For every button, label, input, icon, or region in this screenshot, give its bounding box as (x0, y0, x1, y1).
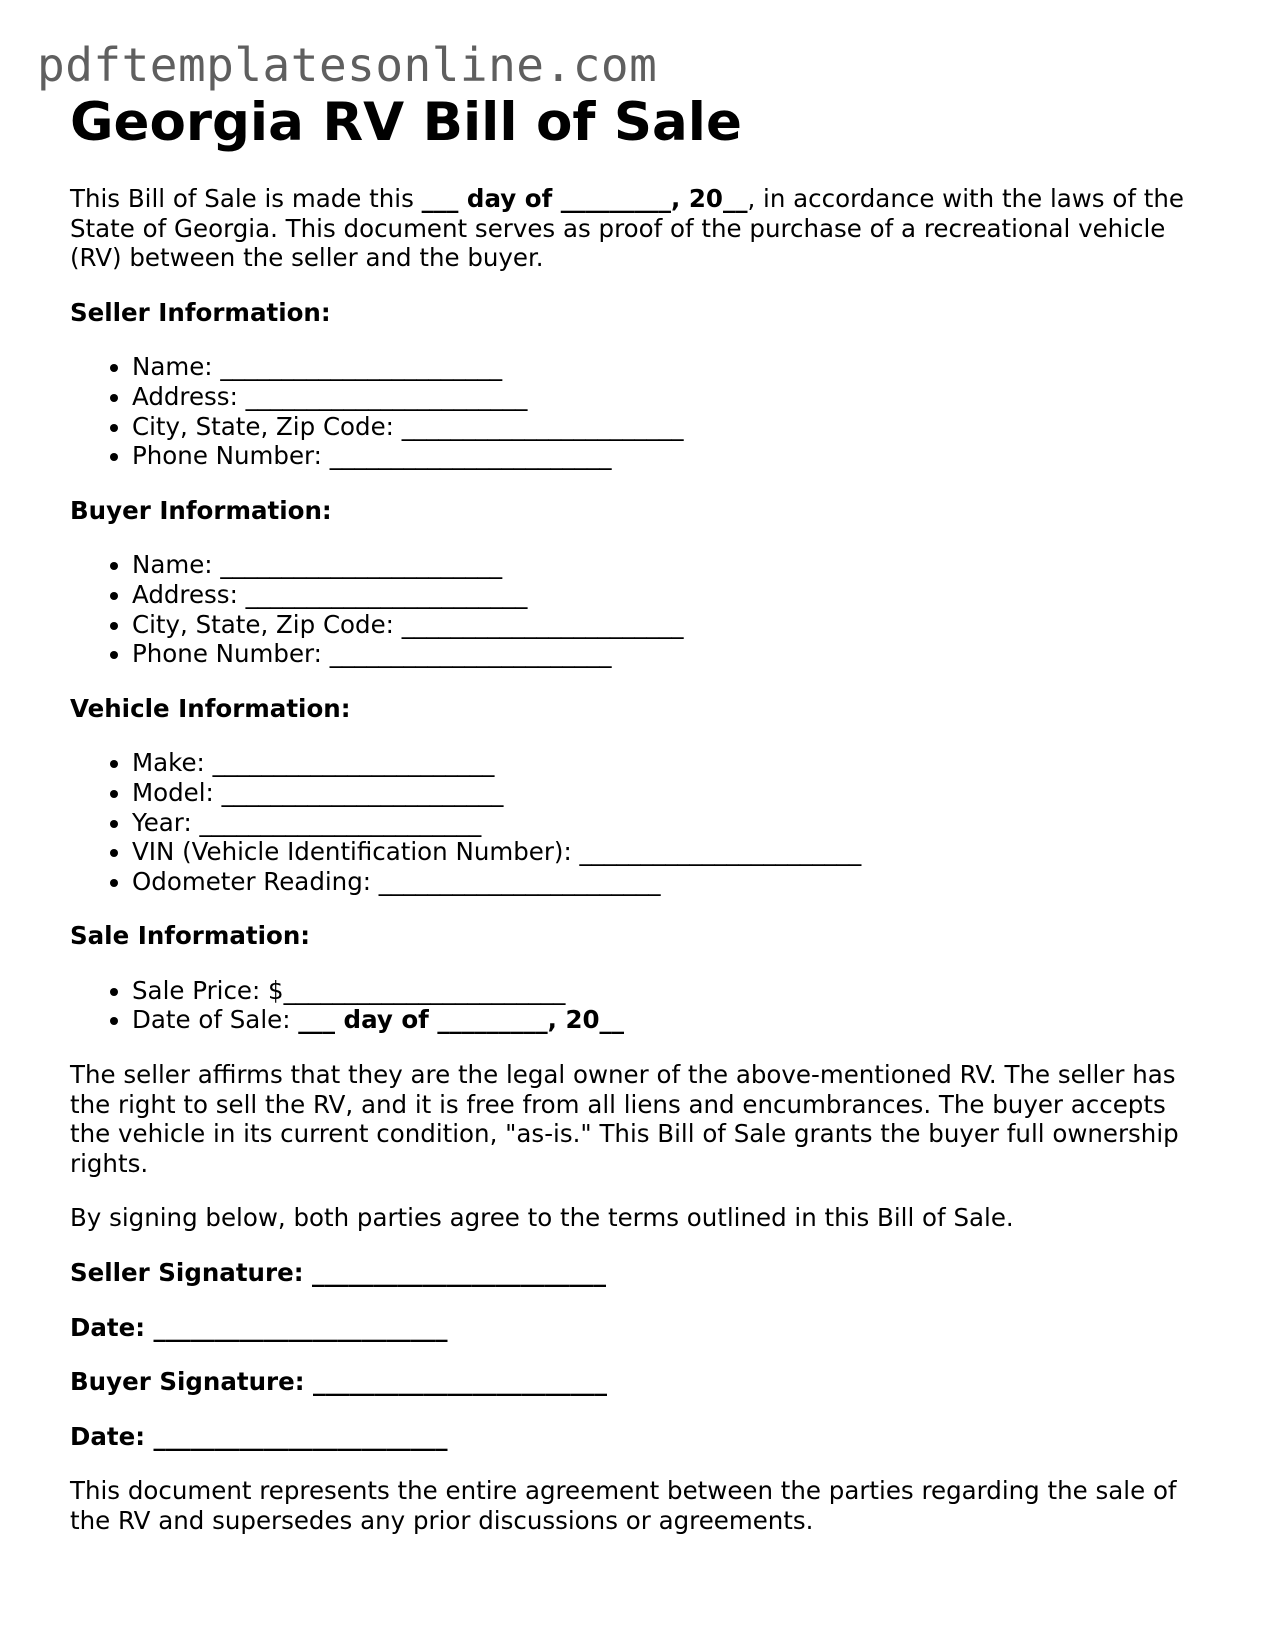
buyer-heading: Buyer Information: (70, 495, 332, 525)
seller-list (70, 352, 1210, 470)
seller-address-field: • Address: _______________________ (132, 382, 1210, 412)
vehicle-make-field: • Make: _______________________ (132, 748, 1210, 778)
watermark: pdftemplatesonline.com (37, 38, 658, 92)
seller-signature-line: Seller Signature: ________________________ (70, 1258, 607, 1288)
buyer-city-field: • City, State, Zip Code: _______________________ (132, 610, 1210, 640)
buyer-phone-field: • Phone Number: _______________________ (132, 639, 1210, 669)
seller-heading: Seller Information: (70, 297, 331, 327)
sale-date-label: Date of Sale: (132, 1005, 299, 1035)
intro-text-after: , in accordance with the laws of the State of Georgia. This document serves as proof of the purchase of a recreational vehicle (RV) between the seller and the buyer. (70, 184, 1184, 273)
vehicle-year-field: • Year: _______________________ (132, 808, 1210, 838)
buyer-list (70, 550, 1210, 668)
seller-phone-field: • Phone Number: _______________________ (132, 441, 1210, 471)
sale-list (70, 976, 1210, 1035)
page-title: Georgia RV Bill of Sale (70, 92, 742, 153)
buyer-date-line: Date: ________________________ (70, 1421, 448, 1451)
buyer-signature-line: Buyer Signature: ________________________ (70, 1367, 608, 1397)
vehicle-model-field: • Model: _______________________ (132, 778, 1210, 808)
vehicle-heading: Vehicle Information: (70, 693, 351, 723)
buyer-address-field: • Address: _______________________ (132, 580, 1210, 610)
agreement-paragraph: By signing below, both parties agree to the terms outlined in this Bill of Sale. (70, 1203, 1014, 1233)
sale-price-field: • Sale Price: $_______________________ (132, 976, 1210, 1006)
closing-paragraph: This document represents the entire agreement between the parties regarding the sale of the RV and supersedes any prior discussions or agreements. (70, 1476, 1177, 1535)
seller-name-field: • Name: _______________________ (132, 352, 1210, 382)
intro-text-before: This Bill of Sale is made this (70, 184, 422, 213)
document-page (70, 92, 1210, 1536)
seller-date-line: Date: ________________________ (70, 1312, 448, 1342)
intro-date-blank: ___ day of _________, 20__ (421, 184, 748, 213)
vehicle-vin-field: • VIN (Vehicle Identification Number): _______________________ (132, 837, 1210, 867)
sale-date-blank: ___ day of _________, 20__ (298, 1005, 625, 1035)
seller-city-field: • City, State, Zip Code: _______________________ (132, 412, 1210, 442)
vehicle-list (70, 748, 1210, 896)
buyer-name-field: • Name: _______________________ (132, 550, 1210, 580)
sale-date-field (132, 1005, 1210, 1035)
intro-paragraph (70, 184, 1210, 273)
vehicle-odometer-field: • Odometer Reading: _______________________ (132, 867, 1210, 897)
affirmation-paragraph: The seller affirms that they are the legal owner of the above-mentioned RV. The seller has the right to sell the RV, and it is free from all liens and encumbrances. The buyer accepts the vehicle in its current condition, "as-is." This Bill of Sale grants the buyer full ownership rights. (70, 1060, 1179, 1178)
sale-heading: Sale Information: (70, 921, 311, 951)
